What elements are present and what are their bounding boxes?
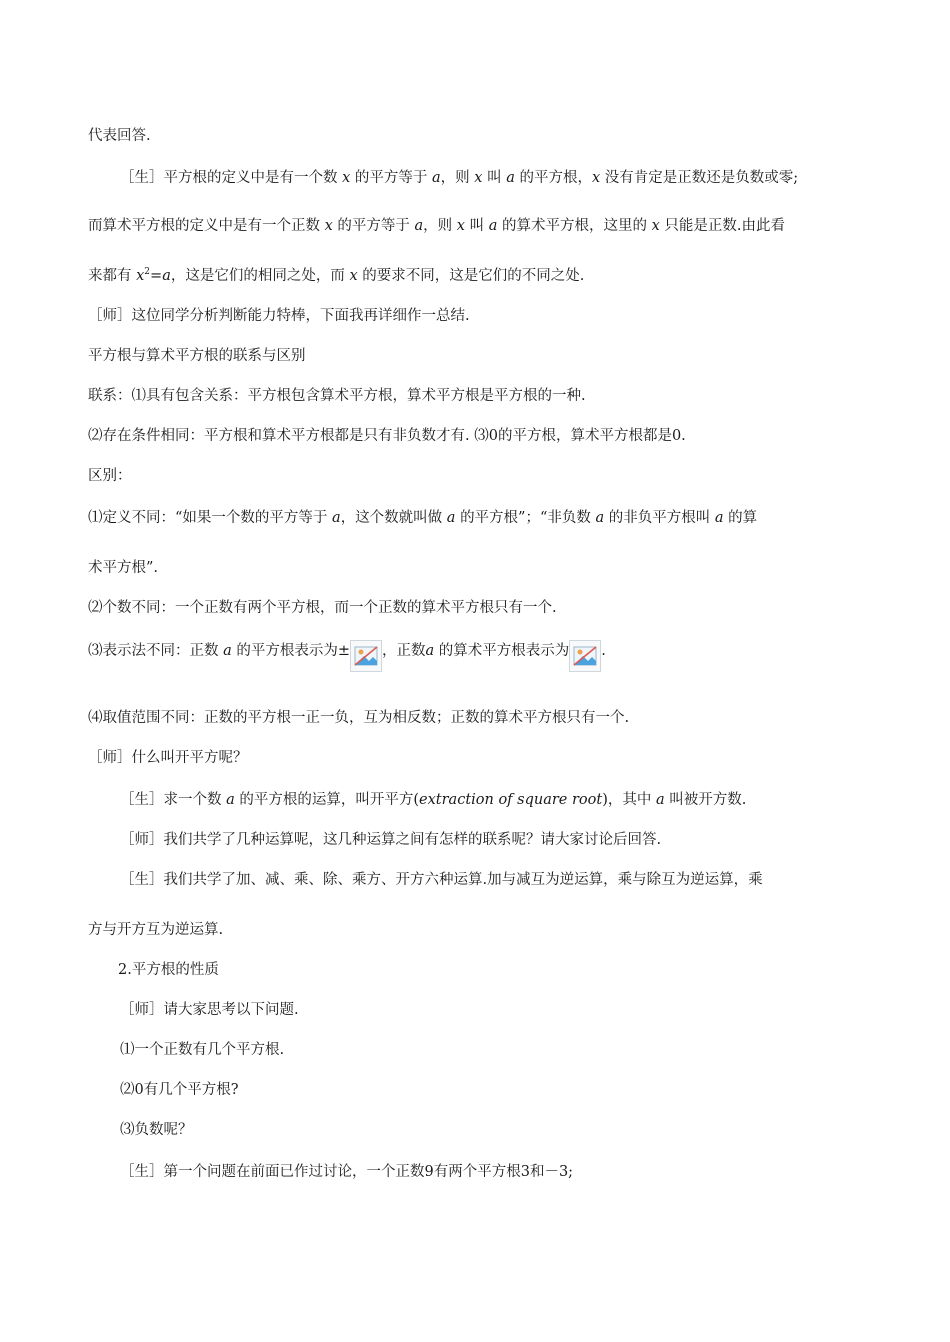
- variable: x: [136, 268, 145, 284]
- variable: a: [425, 643, 435, 659]
- text: ⑴定义不同：“如果一个数的平方等于: [88, 510, 328, 526]
- text: 代表回答.: [88, 128, 151, 144]
- text: 没有肯定是正数还是负数或零;: [604, 170, 799, 186]
- text: 联系：⑴具有包含关系：平方根包含算术平方根，算术平方根是平方根的一种.: [88, 388, 586, 404]
- paragraph-line: [120, 790, 746, 810]
- text: ［师］我们共学了几种运算呢，这几种运算之间有怎样的联系呢？请大家讨论后回答.: [120, 832, 662, 848]
- list-item: [120, 1080, 239, 1100]
- text: 来都有: [88, 268, 132, 284]
- section-heading: [118, 960, 219, 980]
- text: 平方根与算术平方根的联系与区别: [88, 348, 306, 364]
- text: 方与开方互为逆运算.: [88, 922, 224, 938]
- text: 的平方等于: [337, 218, 410, 234]
- paragraph-line: [88, 508, 757, 528]
- text: ，则: [440, 170, 470, 186]
- exponent: 2: [144, 267, 151, 277]
- text: ⑴一个正数有几个平方根.: [120, 1042, 285, 1058]
- text: ⑶负数呢？: [120, 1122, 193, 1138]
- english-term: extraction of square root: [419, 792, 603, 808]
- paragraph-line: [120, 870, 763, 890]
- variable: x: [474, 170, 483, 186]
- text: 的平方根的运算，叫开平方(: [239, 792, 420, 808]
- text: 只能是正数.由此看: [664, 218, 785, 234]
- variable: a: [223, 643, 232, 659]
- variable: x: [349, 268, 358, 284]
- variable: a: [162, 268, 171, 284]
- text: ［生］我们共学了加、减、乘、除、乘方、开方六种运算.加与减互为逆运算，乘与除互为逆运算，乘: [120, 872, 763, 888]
- variable: a: [656, 792, 665, 808]
- text: ［生］第一个问题在前面已作过讨论，一个正数9有两个平方根3和－3;: [120, 1164, 574, 1180]
- text: 的要求不同，这是它们的不同之处.: [362, 268, 585, 284]
- variable: a: [506, 170, 515, 186]
- text: ，则: [423, 218, 453, 234]
- variable: a: [414, 218, 424, 234]
- text: 术平方根”.: [88, 560, 159, 576]
- text: 叫: [469, 218, 485, 234]
- paragraph-line: [120, 1162, 573, 1182]
- paragraph-line: [88, 426, 686, 446]
- variable: x: [591, 170, 601, 186]
- text: ［师］这位同学分析判断能力特棒，下面我再详细作一总结.: [88, 308, 470, 324]
- variable: x: [324, 218, 333, 234]
- paragraph-line: [88, 748, 248, 768]
- paragraph-line: [88, 216, 785, 236]
- paragraph-line: [120, 830, 661, 850]
- paragraph-line: [120, 168, 798, 188]
- text: ，这个数就叫做: [340, 510, 443, 526]
- text: ［生］平方根的定义中是有一个数: [120, 170, 338, 186]
- paragraph-line: [88, 920, 223, 940]
- variable: x: [342, 170, 351, 186]
- variable: a: [446, 510, 456, 526]
- text: ⑷取值范围不同：正数的平方根一正一负，互为相反数；正数的算术平方根只有一个.: [88, 710, 630, 726]
- text: ［师］请大家思考以下问题.: [120, 1002, 299, 1018]
- variable: a: [595, 510, 605, 526]
- variable: x: [456, 218, 465, 234]
- paragraph-line: [88, 640, 606, 672]
- paragraph-line: [88, 598, 557, 618]
- text: 的非负平方根叫: [608, 510, 711, 526]
- text: 的算: [728, 510, 758, 526]
- text: 的平方根表示为±: [236, 643, 351, 659]
- paragraph-line: [88, 126, 151, 146]
- broken-image-icon: [569, 640, 601, 672]
- text: ［师］什么叫开平方呢？: [88, 750, 248, 766]
- text: ，正数: [382, 643, 426, 659]
- paragraph-line: [88, 466, 132, 486]
- paragraph-line: [88, 558, 158, 578]
- text: 2.平方根的性质: [118, 962, 219, 978]
- variable: a: [714, 510, 724, 526]
- paragraph-line: 来都有 $x^2=a$，这是它们的相同之处，而 x 的要求不同，这是它们的不同之处.: [88, 267, 585, 284]
- variable: a: [226, 792, 235, 808]
- text: ⑶表示法不同：正数: [88, 643, 219, 659]
- paragraph-line: [88, 386, 586, 406]
- variable: x: [651, 218, 660, 234]
- text: 的算术平方根表示为: [438, 643, 570, 659]
- list-item: [120, 1120, 193, 1140]
- paragraph-line: [88, 306, 470, 326]
- text: ⑵存在条件相同：平方根和算术平方根都是只有非负数才有. ⑶0的平方根，算术平方根都是0.: [88, 428, 686, 444]
- text: 的平方等于: [354, 170, 428, 186]
- variable: a: [332, 510, 341, 526]
- text: ，这是它们的相同之处，而: [170, 268, 345, 284]
- text: 的平方根，: [519, 170, 592, 186]
- text: ［生］求一个数: [120, 792, 222, 808]
- text: 的平方根”；“非负数: [460, 510, 591, 526]
- text: 的算术平方根，这里的: [501, 218, 647, 234]
- paragraph-line: [120, 1000, 299, 1020]
- variable: a: [432, 170, 441, 186]
- variable: a: [488, 218, 498, 234]
- text: .: [601, 643, 606, 659]
- paragraph-line: [88, 708, 629, 728]
- text: ⑵个数不同：一个正数有两个平方根，而一个正数的算术平方根只有一个.: [88, 600, 557, 616]
- text: 叫: [487, 170, 502, 186]
- section-heading: [88, 346, 306, 366]
- broken-image-icon: [350, 640, 382, 672]
- text: 区别：: [88, 468, 132, 484]
- list-item: [120, 1040, 284, 1060]
- text: ⑵0有几个平方根?: [120, 1082, 239, 1098]
- text: 而算术平方根的定义中是有一个正数: [88, 218, 320, 234]
- text: )，其中: [602, 792, 652, 808]
- text: 叫被开方数.: [669, 792, 747, 808]
